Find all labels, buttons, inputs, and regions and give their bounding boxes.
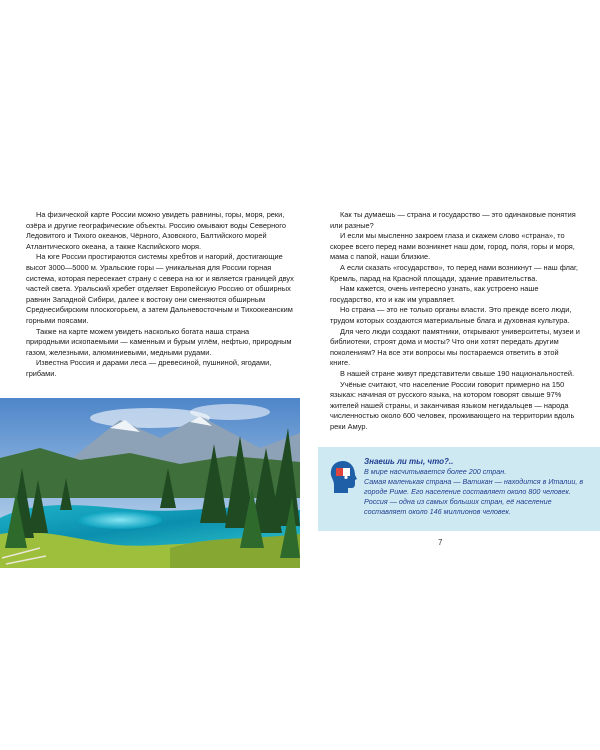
paragraph: Учёные считают, что население России говорит примерно на 150 языках: начиная от русского языка, на котором говорят свыше 97% жителей нашей страны, и заканчивая языком негидальцев — народа численностью около 600 человек, проживающего на территории вдоль реки Амур. xyxy=(330,379,575,431)
paragraph: Для чего люди создают памятники, открывают университеты, музеи и библиотеки, строят дома и мосты? Что они хотят передать другим поколениям? На все эти вопросы мы постараемся ответить в этой книге. xyxy=(330,326,580,368)
right-text-column xyxy=(330,210,580,432)
paragraph: Как ты думаешь — страна и государство — это одинаковые понятия или разные? xyxy=(330,210,576,230)
paragraph: На юге России простираются системы хребтов и нагорий, достигающие высот 3000—5000 м. Уральские горы — уникальная для России горная система, которая пересекает страну с севера на юг и является границей двух частей света. Уральский хребет отделяет Европейскую Россию от обширных равнин Западной Сибири, далее к востоку они сменяются обширным Среднесибирским плоскогорьем, а затем Дальневосточным и Тихоокеанским горными поясами. xyxy=(26,252,294,325)
left-text-column xyxy=(26,210,294,380)
paragraph: А если сказать «государство», то перед нами возникнут — наш флаг, Кремль, парад на Красной площади, здание правительства. xyxy=(330,262,578,283)
fact-item: Самая маленькая страна — Ватикан — находится в Италии, в городе Риме. Его население составляет около 800 человек. xyxy=(364,477,584,496)
paragraph: Также на карте можем увидеть насколько богата наша страна природными ископаемыми — каменным и бурым углём, нефтью, природным газом, железными, алюминиевыми, медными рудами. xyxy=(26,326,292,357)
paragraph: Нам кажется, очень интересно узнать, как устроено наше государство, кто и как им управляет. xyxy=(330,284,539,304)
head-puzzle-icon xyxy=(328,459,358,495)
paragraph: На физической карте России можно увидеть равнины, горы, моря, реки, озёра и другие географические объекты. Россию омывают воды Северного Ледовитого и Тихого океанов, Чёрного, Азовского, Балтийского морей Атлантического океана, а также Каспийского моря. xyxy=(26,210,286,251)
mountain-lake-photo xyxy=(0,398,300,568)
paragraph: Известна Россия и дарами леса — древесиной, пушниной, ягодами, грибами. xyxy=(26,358,272,378)
paragraph: В нашей стране живут представители свыше 190 национальностей. xyxy=(340,368,575,378)
page-number: 7 xyxy=(438,538,443,547)
did-you-know-box xyxy=(318,447,600,531)
infobox-title: Знаешь ли ты, что?.. xyxy=(364,457,454,466)
fact-item: Россия — одна из самых больших стран, её население составляет около 146 миллионов человек. xyxy=(364,497,552,516)
paragraph: Но страна — это не только органы власти. Это прежде всего люди, трудом которых создаются материальные блага и духовная культура. xyxy=(330,305,572,325)
fact-item: В мире насчитывается более 200 стран. xyxy=(364,467,507,476)
infobox-body xyxy=(364,467,592,517)
paragraph: И если мы мысленно закроем глаза и скажем слово «страна», то скорее всего перед нами возникнет наш дом, город, поля, горы и моря, мама с папой, наши близкие. xyxy=(330,231,575,262)
